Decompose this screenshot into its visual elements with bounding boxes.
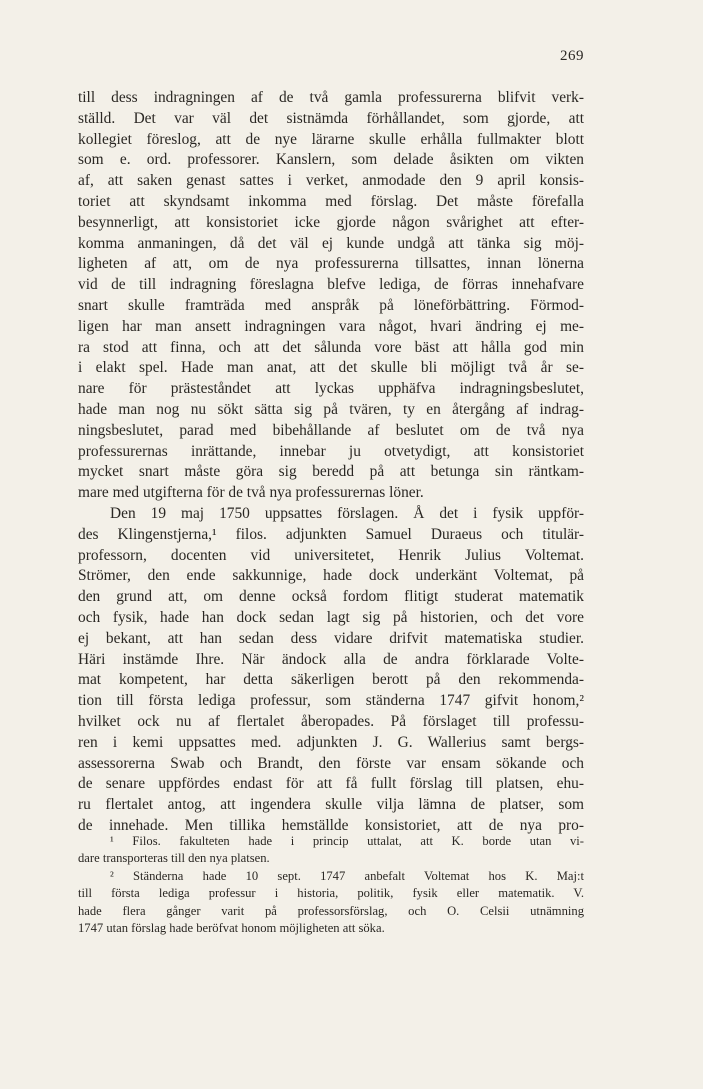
body-line: Strömer, den ende sakkunnige, hade dock underkänt Voltemat, på [78, 567, 584, 585]
body-line: ligen har man ansett indragningen vara något, hvari ändring ej me- [78, 317, 584, 335]
body-line: hade man nog nu sökt sätta sig på tvären, ty en återgång af indrag- [78, 400, 584, 418]
footnote-line: 1747 utan förslag hade beröfvat honom möjligheten att söka. [78, 920, 385, 935]
body-line: som e. ord. professorer. Kanslern, som delade åsikten om vikten [78, 151, 584, 169]
body-line: tion till första lediga professur, som ständerna 1747 gifvit honom,² [78, 692, 584, 710]
body-text [78, 88, 584, 837]
body-line: professurernas inrättande, innebar ju otvetydigt, att konsistoriet [78, 442, 584, 460]
body-line: ligheten af att, om de nya professurerna tillsattes, innan lönerna [78, 255, 584, 273]
body-line: nare för prästeståndet att lyckas upphäfva indragningsbeslutet, [78, 380, 584, 398]
body-line: komma anmaningen, då det väl ej kunde undgå att tänka sig möj- [78, 234, 584, 252]
body-line: de senare uppfördes endast för att få fullt förslag till platsen, ehu- [78, 775, 584, 793]
body-line: toriet att skyndsamt inkomma med förslag. Det måste förefalla [78, 192, 584, 210]
footnotes [78, 833, 584, 937]
body-line: de innehade. Men tillika hemställde konsistoriet, att de nya pro- [78, 816, 584, 834]
footnote-line: hade flera gånger varit på professorsförslag, och O. Celsii utnämning [78, 903, 584, 918]
footnote-line: ² Ständerna hade 10 sept. 1747 anbefalt Voltemat hos K. Maj:t [110, 868, 584, 883]
footnote-line: ¹ Filos. fakulteten hade i princip uttalat, att K. borde utan vi- [110, 834, 584, 848]
body-line: snart skulle framträda med anspråk på löneförbättring. Förmod- [78, 296, 584, 314]
body-line: ren i kemi uppsattes med. adjunkten J. G. Wallerius samt bergs- [78, 733, 584, 751]
body-line: mat kompetent, har detta säkerligen berott på den rekommenda- [78, 671, 584, 689]
body-line: af, att saken genast sattes i verket, anmodade den 9 april konsis- [78, 172, 584, 190]
body-line: hvilket ock nu af flertalet åberopades. På förslaget till professu- [78, 712, 584, 730]
page-number: 269 [560, 48, 584, 64]
footnote-line: till första lediga professur i historia, politik, fysik eller matematik. V. [78, 886, 584, 901]
body-line: mycket snart måste göra sig beredd på att betunga sin räntkam- [78, 463, 584, 481]
body-line: i elakt spel. Hade man anat, att det skulle bli möjligt två år se- [78, 359, 584, 377]
body-line: kollegiet föreslog, att de nye lärarne skulle erhålla fullmakter blott [78, 130, 584, 148]
body-line: vid de till indragning föreslagna blefve lediga, de förras innehafvare [78, 276, 584, 294]
footnote-line: dare transporteras till den nya platsen. [78, 851, 270, 866]
body-line: Häri instämde Ihre. När ändock alla de andra förklarade Volte- [78, 650, 584, 668]
body-line: assessorerna Swab och Brandt, den förste var ensam sökande och [78, 754, 584, 772]
body-line: besynnerligt, att konsistoriet icke gjorde någon svårighet att efter- [78, 213, 584, 231]
body-line: des Klingenstjerna,¹ filos. adjunkten Samuel Duraeus och titulär- [78, 525, 584, 543]
body-line: professorn, docenten vid universitetet, Henrik Julius Voltemat. [78, 546, 584, 564]
body-line: ra stod att finna, och att det sålunda vore bäst att hålla god min [78, 338, 584, 356]
body-line: ställd. Det var väl det sistnämda förhållandet, som gjorde, att [78, 109, 584, 127]
body-line: och fysik, hade han dock sedan lagt sig på historien, och det vore [78, 608, 584, 626]
body-line: den grund att, om denne också fordom flitigt studerat matematik [78, 588, 584, 606]
body-line: Den 19 maj 1750 uppsattes förslagen. Å det i fysik uppför- [110, 504, 584, 522]
body-line: till dess indragningen af de två gamla professurerna blifvit verk- [78, 89, 584, 106]
body-line: ej bekant, att han sedan dess vidare drifvit matematiska studier. [78, 629, 584, 647]
body-line: ru flertalet antog, att ingendera skulle vilja lämna de platser, som [78, 796, 584, 814]
body-line: ningsbeslutet, parad med bibehållande af beslutet om de två nya [78, 421, 584, 439]
body-line: mare med utgifterna för de två nya professurernas löner. [78, 484, 424, 502]
